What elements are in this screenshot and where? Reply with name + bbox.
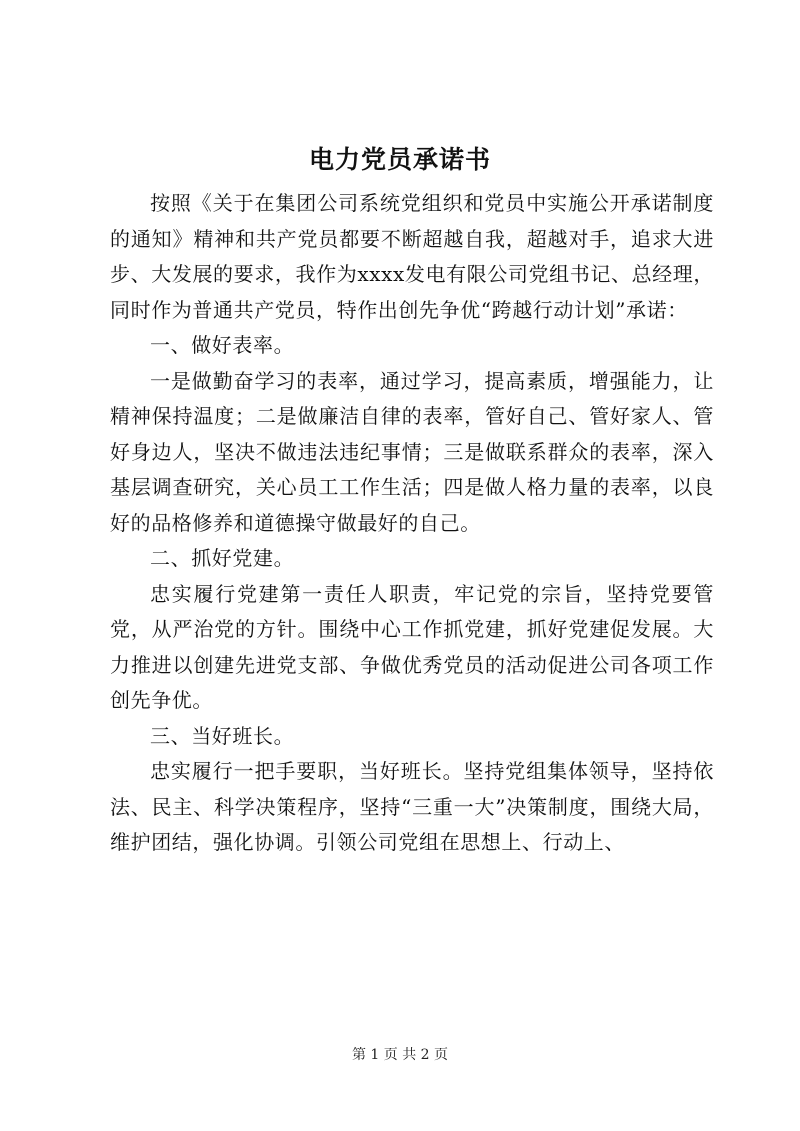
document-title: 电力党员承诺书 (308, 145, 491, 174)
intro-paragraph: 按照《关于在集团公司系统党组织和党员中实施公开承诺制度的通知》精神和共产党员都要不断超越自我，超越对手，追求大进步、大发展的要求，我作为xxxx发电有限公司党组书记、总经理，同时作为普通共产党员，特作出创先争优“跨越行动计划”承诺： (110, 191, 714, 322)
page-number-footer: 第 1 页 共 2 页 (351, 1047, 449, 1063)
section-heading-2: 二、抓好党建。 (150, 546, 295, 570)
section-heading-3: 三、当好班长。 (150, 723, 295, 748)
section-heading-1: 一、做好表率。 (150, 333, 295, 357)
document-body (110, 186, 714, 861)
section-1-paragraph: 一是做勤奋学习的表率，通过学习，提高素质，增强能力，让精神保持温度；二是做廉洁自律的表率，管好自己、管好家人、管好身边人，坚决不做违法违纪事情；三是做联系群众的表率，深入基层调查研究，关心员工工作生活；四是做人格力量的表率，以良好的品格修养和道德操守做最好的自己。 (110, 368, 714, 535)
section-3-paragraph: 忠实履行一把手要职，当好班长。坚持党组集体领导，坚持依法、民主、科学决策程序，坚持“三重一大”决策制度，围绕大局，维护团结，强化协调。引领公司党组在思想上、行动上、 (110, 759, 714, 854)
section-2-paragraph: 忠实履行党建第一责任人职责，牢记党的宗旨，坚持党要管党，从严治党的方针。围绕中心工作抓党建，抓好党建促发展。大力推进以创建先进党支部、争做优秀党员的活动促进公司各项工作创先争优。 (110, 581, 714, 712)
